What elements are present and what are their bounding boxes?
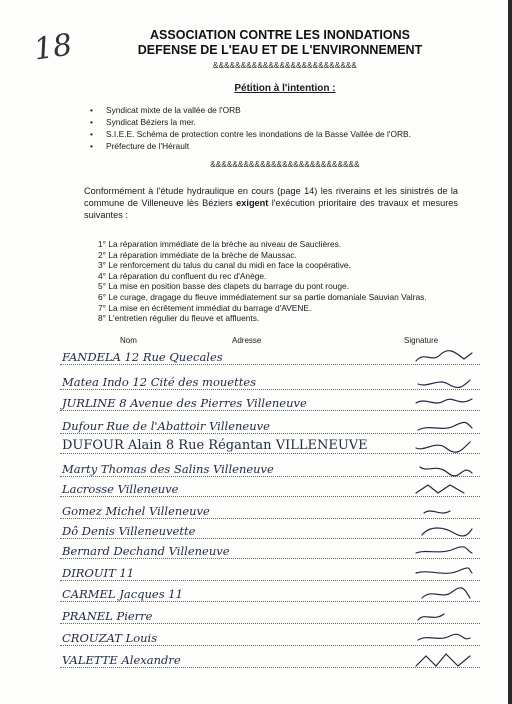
bullet-icon: • <box>90 129 93 139</box>
demand-item: 6° Le curage, dragage du fleuve immédiatement sur sa partie domaniale Sauvian Valras. <box>98 291 427 302</box>
recipient-text: Syndicat Béziers la mer. <box>106 117 196 127</box>
handwritten-entry: Dô Denis Villeneuvette <box>62 524 196 538</box>
column-header-address: Adresse <box>232 336 262 345</box>
handwritten-entry: DIROUIT 11 <box>62 566 135 580</box>
intro-text: Conformément à l'étude hydraulique en cours (page 14) les riverains et les sinistrés de la commune de Villeneuve lès Béziers <box>84 186 458 208</box>
handwritten-entry: CROUZAT Louis <box>62 631 158 645</box>
recipient-item <box>90 140 411 152</box>
handwritten-entry: Marty Thomas des Salins Villeneuve <box>62 462 274 476</box>
signature-mark <box>414 523 474 539</box>
header-title-line2: DEFENSE DE L'EAU ET DE L'ENVIRONNEMENT <box>137 43 423 57</box>
recipient-list <box>90 104 411 152</box>
signature-row <box>60 628 480 648</box>
demand-item: 5° La mise en position basse des clapets du barrage du pont rouge. <box>98 281 350 292</box>
signature-mark <box>414 395 474 411</box>
signature-row <box>60 416 480 436</box>
handwritten-entry: Bernard Dechand Villeneuve <box>62 544 230 558</box>
signature-mark <box>414 438 474 454</box>
signature-mark <box>414 608 474 624</box>
recipient-text: Syndicat mixte de la vallée de l'ORB <box>106 105 241 115</box>
signature-row <box>60 521 480 541</box>
header-title-line1: ASSOCIATION CONTRE LES INONDATIONS <box>150 28 410 42</box>
signature-mark <box>414 418 474 434</box>
signature-row <box>60 501 480 521</box>
scan-edge <box>508 0 512 704</box>
recipient-item <box>90 128 411 140</box>
handwritten-entry: VALETTE Alexandre <box>62 653 181 667</box>
signature-row <box>60 479 480 499</box>
separator-top: &&&&&&&&&&&&&&&&&&&&&&&&&& <box>213 61 357 70</box>
signature-mark <box>414 565 474 581</box>
signature-row <box>60 541 480 561</box>
handwritten-entry: Dufour Rue de l'Abattoir Villeneuve <box>62 419 270 433</box>
petition-title: Pétition à l'intention : <box>234 83 336 94</box>
demand-item: 3° Le renforcement du talus du canal du midi en face la coopérative. <box>98 260 351 271</box>
handwritten-entry: JURLINE 8 Avenue des Pierres Villeneuve <box>62 396 307 410</box>
demand-item: 2° La réparation immédiate de la brèche de Maussac. <box>98 249 297 260</box>
handwritten-entry: FANDELA 12 Rue Quecales <box>62 350 223 364</box>
signature-mark <box>414 630 474 646</box>
signature-mark <box>414 503 474 519</box>
handwritten-entry: Lacrosse Villeneuve <box>62 482 179 496</box>
handwritten-entry: Matea Indo 12 Cité des mouettes <box>62 375 257 389</box>
signature-mark <box>414 543 474 559</box>
handwritten-entry: DUFOUR Alain 8 Rue Régantan VILLENEUVE <box>62 438 368 453</box>
signature-row <box>60 650 480 670</box>
column-header-name: Nom <box>120 336 137 345</box>
demand-list <box>98 239 427 324</box>
handwritten-entry: Gomez Michel Villeneuve <box>62 504 210 518</box>
recipient-text: S.I.E.E. Schéma de protection contre les inondations de la Basse Vallée de l'ORB. <box>106 129 411 139</box>
intro-emphasis: exigent <box>236 198 269 208</box>
signature-row <box>60 347 480 367</box>
intro-paragraph <box>84 185 458 221</box>
handwritten-page-number: 18 <box>31 27 75 68</box>
recipient-item <box>90 116 411 128</box>
recipient-text: Préfecture de l'Hérault <box>106 141 190 151</box>
signature-row <box>60 584 480 604</box>
signature-mark <box>414 652 474 668</box>
handwritten-entry: PRANEL Pierre <box>62 609 153 623</box>
separator-middle: &&&&&&&&&&&&&&&&&&&&&&&&&&& <box>210 160 360 169</box>
signature-mark <box>414 461 474 477</box>
signature-mark <box>414 481 474 497</box>
column-header-signature: Signature <box>404 336 439 345</box>
signature-mark <box>414 586 474 602</box>
bullet-icon: • <box>90 105 93 115</box>
handwritten-entry: CARMEL Jacques 11 <box>62 587 183 601</box>
demand-item: 4° La réparation du confluent du rec d'Anège. <box>98 270 267 281</box>
demand-item: 1° La réparation immédiate de la brèche au niveau de Sauclières. <box>98 239 342 249</box>
bullet-icon: • <box>90 141 93 151</box>
signature-row <box>60 372 480 392</box>
demand-item: 7° La mise en écrêtement immédiat du barrage d'AVENE. <box>98 302 312 313</box>
recipient-item <box>90 104 411 116</box>
signature-row <box>60 436 480 456</box>
signature-row <box>60 606 480 626</box>
signature-row <box>60 459 480 479</box>
signature-mark <box>414 374 474 390</box>
demand-item: 8° L'entretien régulier du fleuve et affluents. <box>98 313 260 324</box>
intro-text-end: l'exécution prioritaire des travaux et mesures suivantes : <box>84 198 458 220</box>
signature-row <box>60 393 480 413</box>
signature-row <box>60 563 480 583</box>
bullet-icon: • <box>90 117 93 127</box>
signature-mark <box>414 349 474 365</box>
